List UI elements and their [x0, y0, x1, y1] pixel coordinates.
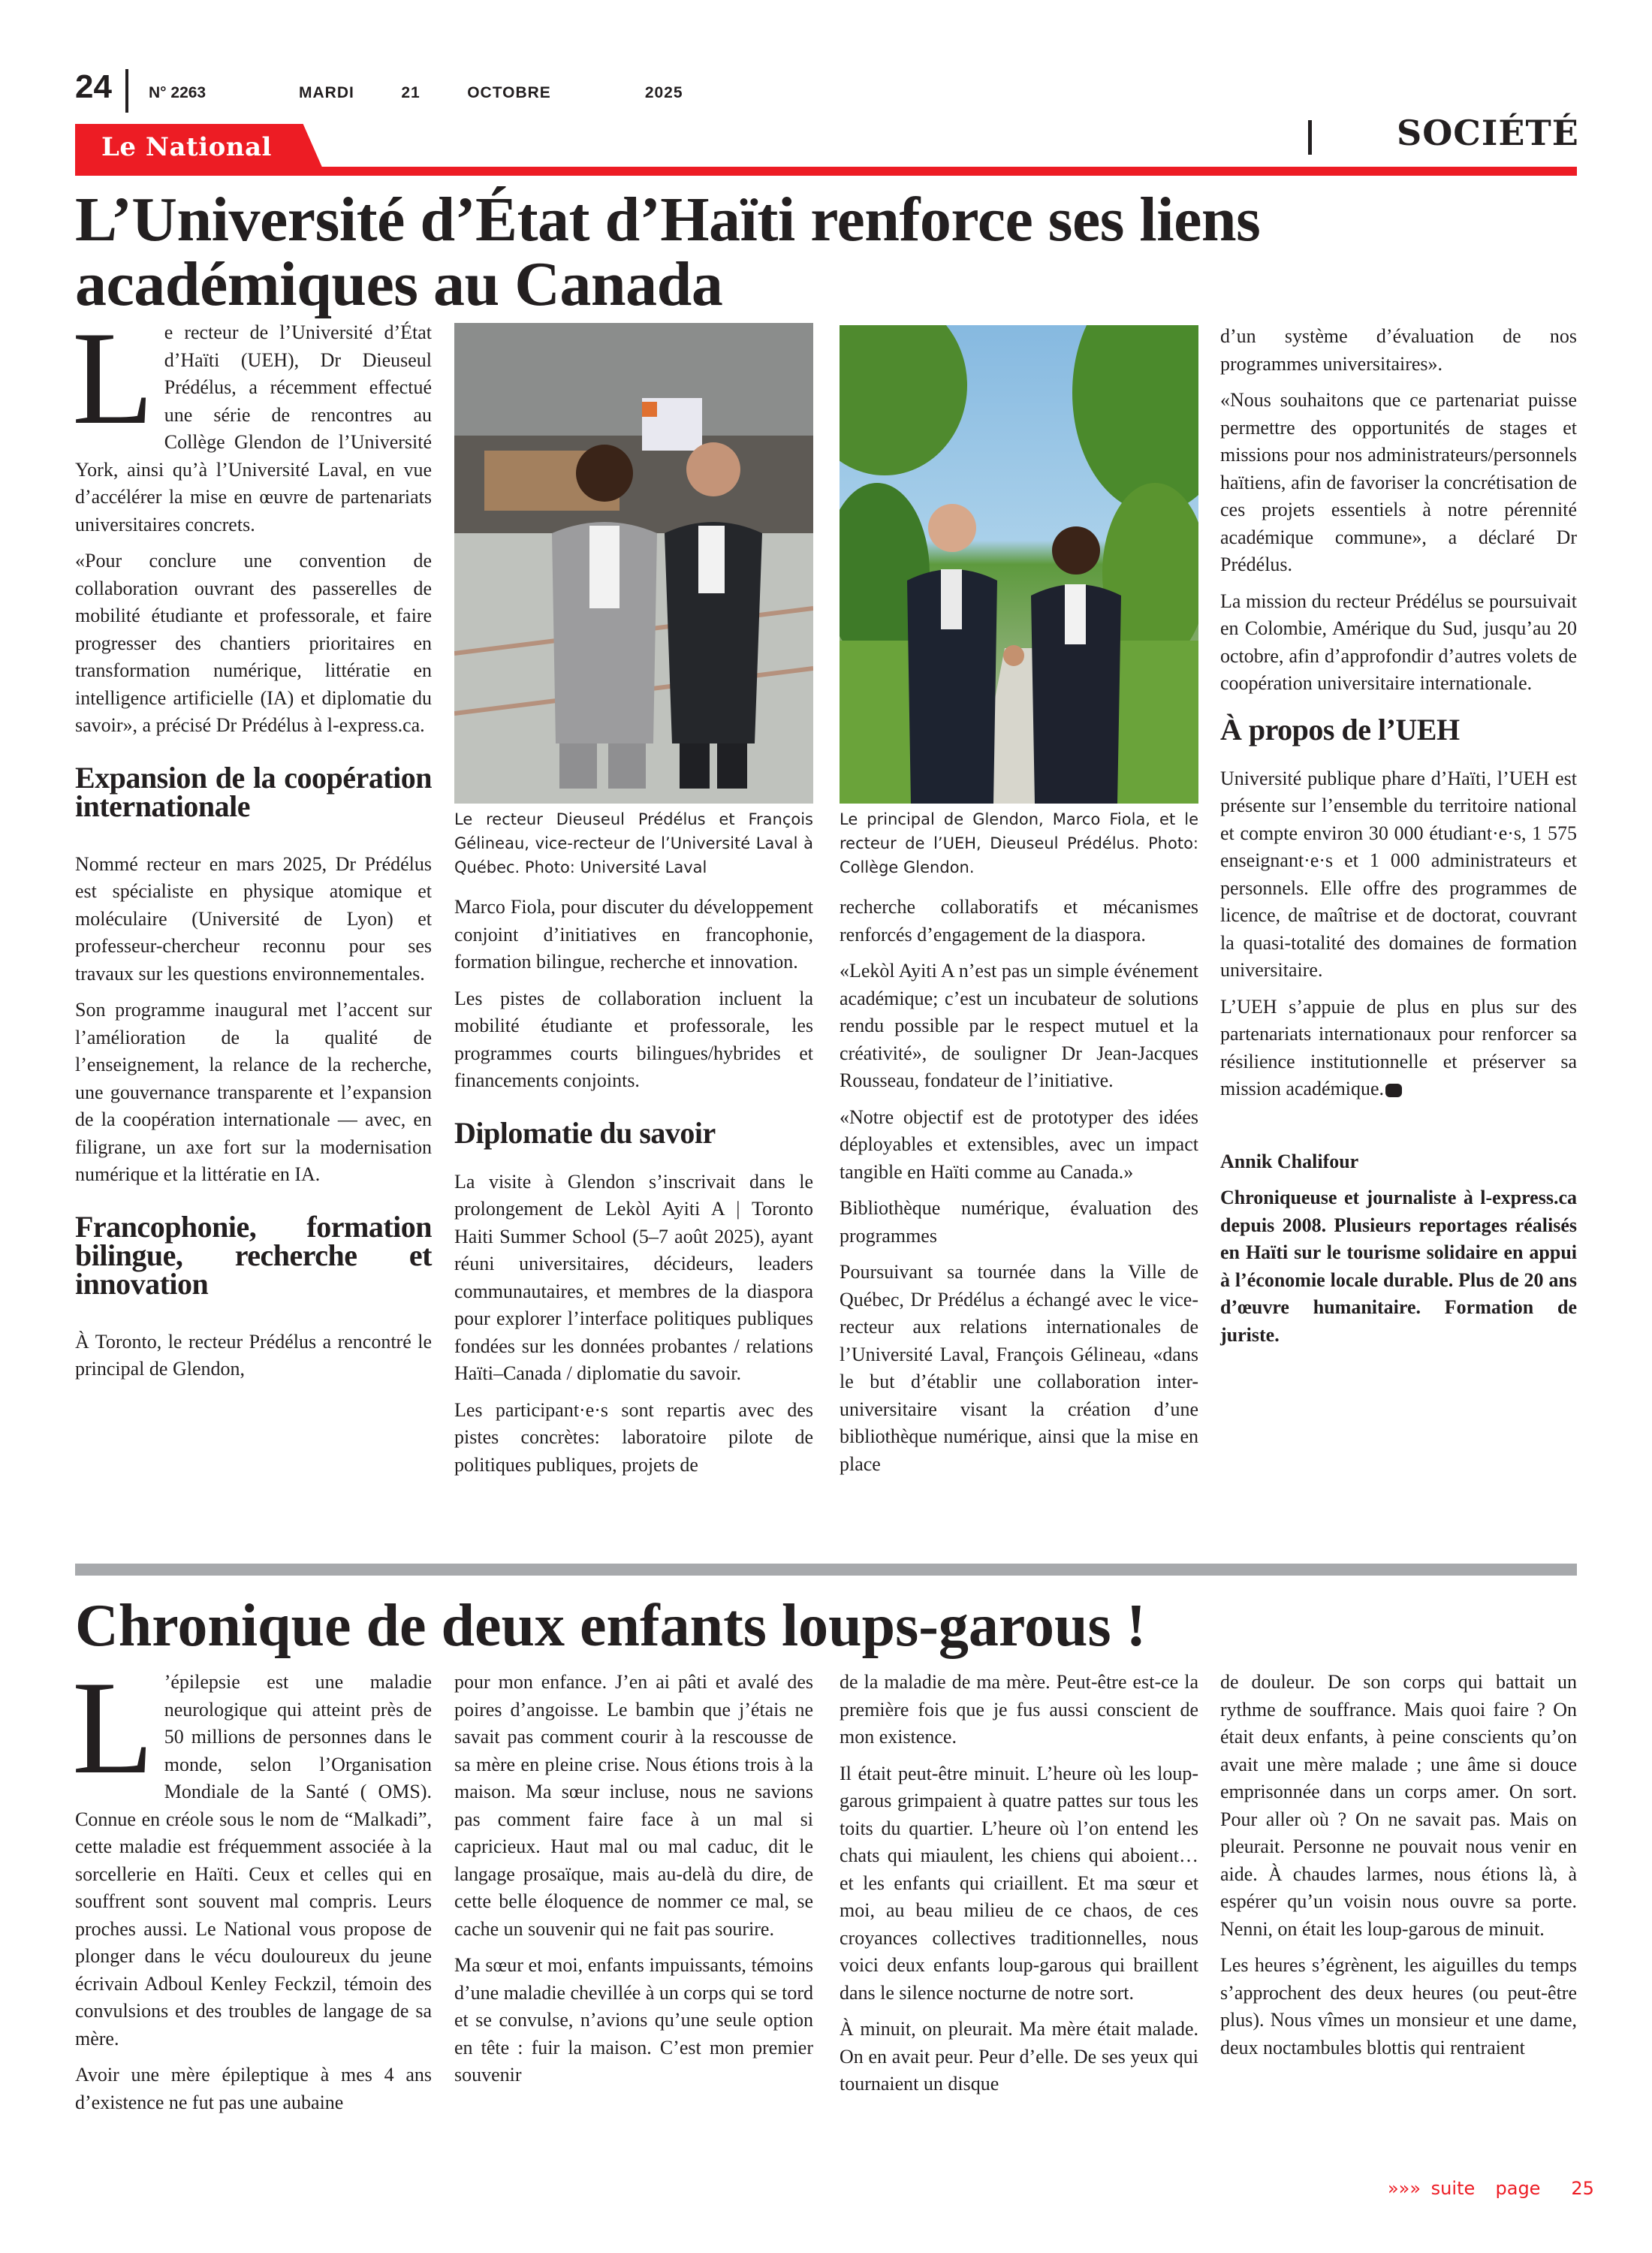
paragraph: Les participant·e·s sont repartis avec des pistes concrètes: laboratoire pilote de politiques publiques, projets de — [454, 1398, 813, 1476]
article2-column-2 — [454, 1669, 813, 2098]
subheading: Francophonie, formation bilingue, recherche et innovation — [75, 1209, 432, 1301]
photo-glendon-image — [840, 325, 1198, 804]
photo-laval-image — [454, 323, 813, 804]
paragraph: Ma sœur et moi, enfants impuissants, témoins d’une maladie chevillée à un corps qui se tord et se convulse, n’avions qu’une seule option en tête : fuir la maison. C’est mon premier souvenir — [454, 1954, 813, 2086]
article1-column-1 — [72, 303, 432, 1392]
paragraph: À Toronto, le recteur Prédélus a rencontré le principal de Glendon, — [75, 1330, 432, 1380]
page-number: 24 — [75, 68, 112, 105]
issue-date: MARDI 21 OCTOBRE 2025 — [299, 84, 683, 101]
paragraph: pour mon enfance. J’en ai pâti et avalé des poires d’angoisse. Le bambin que j’étais ne savait pas comment courir à la rescousse de sa mère en pleine crise. Nous étions trois à la maison. Ma sœur incluse, nous ne savions pas comment faire face à un mal si capricieux. Haut mal ou mal caduc, dit le langage prosaïque, mais au-delà du dire, de cette belle éloquence de nommer ce mal, se cache un souvenir qui ne fait pas sourire. — [454, 1671, 813, 1940]
photo-glendon-caption: Le principal de Glendon, Marco Fiola, et le recteur de l’UEH, Dieuseul Prédélus. Photo: Collège Glendon. — [840, 810, 1198, 876]
paragraph: La visite à Glendon s’inscrivait dans le prolongement de Lekòl Ayiti A | Toronto Haiti Summer School (5–7 août 2025), ayant réuni universitaires, décideurs, leaders communautaires, et membres de la diaspora pour explorer l’interface politiques publiques fondées sur les données probantes / relations Haïti–Canada / diplomatie du savoir. — [454, 1170, 813, 1384]
article2-column-4 — [1220, 1669, 1577, 2071]
author-bio: Chroniqueuse et journaliste à l-express.ca depuis 2008. Plusieurs reportages réalisés en Haïti sur le tourisme solidaire en appui à l’économie locale durable. Plus de 20 ans d’œuvre humanitaire. Formation de juriste. — [1220, 1187, 1577, 1346]
paragraph: Les pistes de collaboration incluent la mobilité étudiante et professorale, les programmes courts bilingues/hybrides et financements conjoints. — [454, 987, 813, 1091]
paragraph: «Lekòl Ayiti A n’est pas un simple événement académique; c’est un incubateur de solutions rendu possible par le respect mutuel et la créativité», de souligner Dr Jean-Jacques Rousseau, fondateur de l’initiative. — [840, 960, 1198, 1091]
header-rule — [75, 167, 1577, 176]
drop-cap: L — [72, 303, 154, 452]
article-headline: L’Université d’État d’Haïti renforce ses liens académiques au Canada — [75, 185, 1261, 319]
continued-on-page-link[interactable]: »»» suite page 25 — [1388, 2178, 1594, 2199]
paragraph: Poursuivant sa tournée dans la Ville de Québec, Dr Prédélus a échangé avec le vice-recteur aux relations internationales de l’Université Laval, François Gélineau, «dans le but d’établir une collaboration inter-universitaire visant la création d’une bibliothèque numérique, ainsi que la mise en place — [840, 1261, 1198, 1475]
paragraph: Bibliothèque numérique, évaluation des programmes — [840, 1197, 1198, 1247]
subheading: Expansion de la coopération internationale — [75, 760, 432, 823]
photo-laval-caption: Le recteur Dieuseul Prédélus et François Gélineau, vice-recteur de l’Université Laval à Québec. Photo: Université Laval — [454, 810, 813, 876]
paragraph: Son programme inaugural met l’accent sur l’amélioration de la qualité de l’enseignement, la relance de la recherche, une gouvernance transparente et l’expansion de la coopération internationale — avec, en filigrane, un axe fort sur la modernisation numérique et la littératie en IA. — [75, 999, 432, 1185]
article1-column-3 — [840, 894, 1198, 1487]
paragraph: La mission du recteur Prédélus se poursuivait en Colombie, Amérique du Sud, jusqu’au 20 octobre, afin d’approfondir d’autres volets de coopération universitaire internationale. — [1220, 590, 1577, 694]
brand-logo: Le National — [101, 132, 272, 162]
paragraph: de la maladie de ma mère. Peut-être est-ce la première fois que je fus aussi conscient de mon existence. — [840, 1671, 1198, 1748]
paragraph: d’un système d’évaluation de nos programmes universitaires». — [1220, 325, 1577, 375]
subheading: Diplomatie du savoir — [454, 1115, 716, 1150]
section-label: SOCIÉTÉ — [1397, 113, 1579, 153]
paragraph: «Nous souhaitons que ce partenariat puisse permettre des opportunités de stages et missions pour nos administrateurs/personnels haïtiens, afin de favoriser la concrétisation de ces projets essentiels à notre pérennité académique commune», a déclaré Dr Prédélus. — [1220, 389, 1577, 575]
article-headline: Chronique de deux enfants loups-garous ! — [75, 1593, 1147, 1659]
paragraph: e recteur de l’Université d’État d’Haïti (UEH), Dr Dieuseul Prédélus, a récemment effectué une série de rencontres au Collège Glendon de l’Université York, ainsi qu’à l’Université Laval, en vue d’accélérer la mise en œuvre de partenariats universitaires concrets. — [75, 321, 432, 535]
paragraph: Université publique phare d’Haïti, l’UEH est présente sur l’ensemble du territoire national et compte environ 30 000 étudiant·e·s, 1 575 enseignant·e·s et 1 000 administrateurs et personnels. Elle offre des programmes de licence, de maîtrise et de doctorat, couvrant la quasi-totalité des domaines de formation universitaire. — [1220, 767, 1577, 981]
paragraph: de douleur. De son corps qui battait un rythme de souffrance. Mais quoi faire ? On était deux enfants, à peine conscients qu’on avait une mère malade ; une âme si douce emprisonnée dans un corps amer. On sort. Pour aller où ? On ne savait pas. Mais on pleurait. Personne ne pouvait nous venir en aide. À chaudes larmes, nous étions là, à espérer qu’un voisin nous ouvre sa porte. Nenni, on était les loup-garous de minuit. — [1220, 1671, 1577, 1940]
subheading: À propos de l’UEH — [1220, 712, 1460, 746]
article1-column-4 — [1220, 323, 1577, 1358]
article2-column-1 — [72, 1653, 432, 2125]
author-name: Annik Chalifour — [1220, 1150, 1359, 1172]
photo-glendon — [840, 325, 1198, 804]
paragraph: Il était peut-être minuit. L’heure où les loup-garous grimpaient à quatre pattes sur tous les toits du quartier. L’heure où l’on entend les chats qui miaulent, les chiens qui aboient… et les enfants qui criaillent. Et ma sœur et moi, au beau milieu de ce chaos, de ces croyances collectives traditionnelles, nous voici deux enfants loup-garous qui braillent dans le silence nocturne de notre sort. — [840, 1762, 1198, 2004]
paragraph: À minuit, on pleurait. Ma mère était malade. On en avait peur. Peur d’elle. De ses yeux qui tournaient un disque — [840, 2018, 1198, 2095]
paragraph: «Pour conclure une convention de collaboration ouvrant des passerelles de mobilité étudiante et professorale, et faire progresser des chantiers prioritaires en transformation numérique, littératie en intelligence artificielle (IA) et diplomatie du savoir», a précisé Dr Prédélus à l-express.ca. — [75, 550, 432, 736]
paragraph: recherche collaboratifs et mécanismes renforcés d’engagement de la diaspora. — [840, 896, 1198, 946]
photo-laval — [454, 323, 813, 804]
paragraph: Marco Fiola, pour discuter du développement conjoint d’initiatives en francophonie, formation bilingue, recherche et innovation. — [454, 896, 813, 973]
paragraph: Nommé recteur en mars 2025, Dr Prédélus est spécialiste en physique atomique et moléculaire (Université de Lyon) et professeur-chercheur reconnu pour ses travaux sur les questions environnementales. — [75, 852, 432, 985]
paragraph: «Notre objectif est de prototyper des idées déployables et extensibles, avec un impact tangible en Haïti comme au Canada.» — [840, 1105, 1198, 1183]
section-divider — [1308, 120, 1312, 155]
paragraph: Les heures s’égrènent, les aiguilles du temps s’approchent des deux heures (ou peut-être plus). Nous vîmes un monsieur et une dame, deux noctambules blottis qui rentraient — [1220, 1954, 1577, 2058]
paragraph: ’épilepsie est une maladie neurologique qui atteint près de 50 millions de personnes dans le monde, selon l’Organisation Mondiale de la Santé ( OMS). Connue en créole sous le nom de “Malkadi”, cette maladie est fréquemment associée à la sorcellerie en Haïti. Ceux et celles qui en souffrent sont souvent mal compris. Leurs proches aussi. Le National vous propose de plonger dans le vécu douloureux du jeune écrivain Adboul Kenley Feckzil, témoin des convulsions et des troubles de langage de sa mère. — [75, 1671, 432, 2049]
article-divider — [75, 1564, 1577, 1576]
page-number-divider — [125, 69, 128, 113]
article2-column-3 — [840, 1669, 1198, 2107]
drop-cap: L — [72, 1653, 154, 1802]
article1-column-2 — [454, 894, 813, 1488]
end-of-article-icon — [1385, 1084, 1402, 1097]
paragraph: L’UEH s’appuie de plus en plus sur des partenariats internationaux pour renforcer sa résilience institutionnelle et préserver sa mission académique. — [1220, 995, 1577, 1099]
paragraph: Avoir une mère épileptique à mes 4 ans d’existence ne fut pas une aubaine — [75, 2064, 432, 2113]
issue-number: N° 2263 — [149, 84, 206, 101]
